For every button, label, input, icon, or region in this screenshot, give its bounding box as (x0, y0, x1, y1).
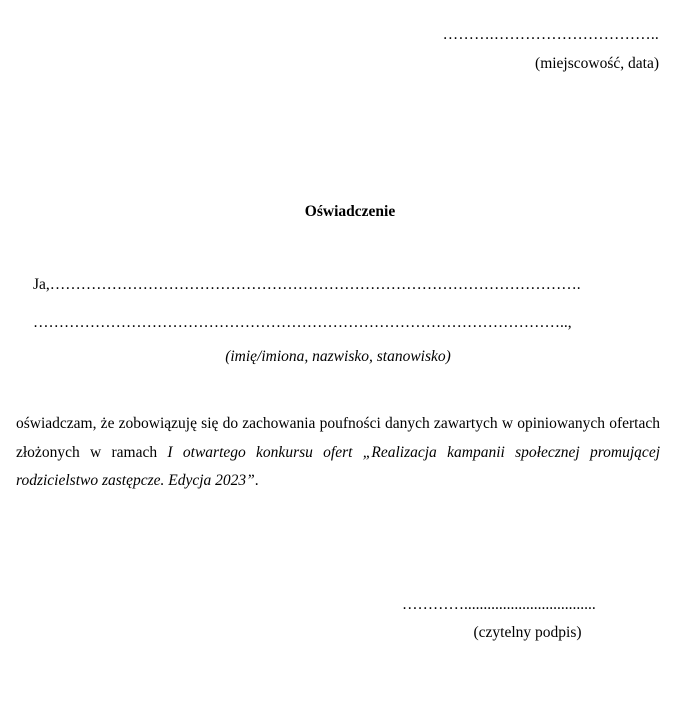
declarant-line-2: ………………………………………………………………………………………….., (33, 314, 572, 331)
signature-line: ………….................................. (402, 596, 596, 613)
competition-name: I otwartego konkursu ofert „Realizacja kampanii społecznej promującej rodzicielstwo zastępcze. Edycja 2023” (16, 443, 660, 489)
declaration-paragraph (16, 410, 660, 496)
place-date-line: ……….………………………….. (442, 26, 659, 43)
declarant-line-1: Ja,…………………………………………………………………………………………. (33, 276, 581, 293)
declaration-text: oświadczam, że zobowiązuję się do zachowania poufności danych zawartych w opiniowanych ofertach złożonych w ramach (16, 415, 660, 461)
document-title: Oświadczenie (304, 203, 396, 220)
declarant-label: (imię/imiona, nazwisko, stanowisko) (225, 348, 451, 365)
place-date-label: (miejscowość, data) (535, 55, 659, 72)
signature-label: (czytelny podpis) (473, 624, 582, 641)
declaration-end: . (254, 472, 259, 489)
